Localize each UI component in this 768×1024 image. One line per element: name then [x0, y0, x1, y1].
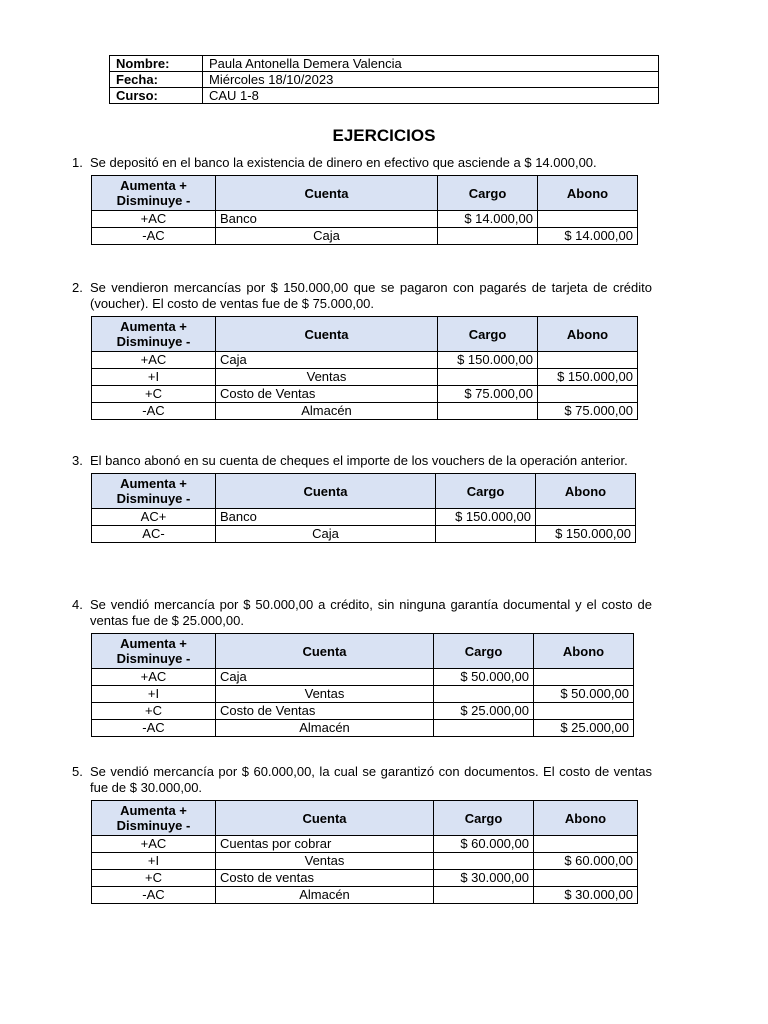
cell-account: Almacén	[216, 720, 434, 737]
page-title: EJERCICIOS	[332, 126, 436, 145]
table-row	[92, 686, 634, 703]
cell-cargo: $ 75.000,00	[438, 386, 538, 403]
cell-abono	[534, 703, 634, 720]
column-header-abono: Abono	[536, 474, 636, 509]
cell-sign: +AC	[92, 669, 216, 686]
cell-abono	[534, 669, 634, 686]
cell-abono	[534, 836, 638, 853]
cell-abono: $ 75.000,00	[538, 403, 638, 420]
cell-account: Costo de Ventas	[216, 703, 434, 720]
exercise-text: Se vendieron mercancías por $ 150.000,00 que se pagaron con pagarés de tarjeta de crédito (voucher). El costo de ventas fue de $ 75.000,00.	[90, 280, 652, 311]
info-row	[110, 72, 659, 88]
exercise-question	[72, 280, 652, 312]
cell-abono: $ 25.000,00	[534, 720, 634, 737]
cell-abono	[538, 211, 638, 228]
cell-sign: +C	[92, 703, 216, 720]
column-header-cuenta: Cuenta	[216, 317, 438, 352]
table-row	[92, 352, 638, 369]
column-header-cargo: Cargo	[434, 801, 534, 836]
column-header-cuenta: Cuenta	[216, 176, 438, 211]
cell-account: Costo de Ventas	[216, 386, 438, 403]
cell-cargo: $ 150.000,00	[438, 352, 538, 369]
column-header-cargo: Cargo	[438, 176, 538, 211]
cell-cargo: $ 150.000,00	[436, 509, 536, 526]
cell-sign: +I	[92, 686, 216, 703]
info-label: Nombre:	[110, 56, 203, 72]
table-row	[92, 403, 638, 420]
cell-account: Almacén	[216, 887, 434, 904]
table-header-row	[92, 634, 634, 669]
cell-sign: AC+	[92, 509, 216, 526]
column-header-line: Aumenta +	[120, 636, 187, 651]
cell-cargo: $ 50.000,00	[434, 669, 534, 686]
column-header-line: Aumenta +	[120, 178, 187, 193]
column-header-aumenta-disminuye	[92, 317, 216, 352]
cell-abono: $ 60.000,00	[534, 853, 638, 870]
exercise-number: 1.	[72, 155, 83, 170]
column-header-abono: Abono	[538, 317, 638, 352]
cell-cargo: $ 25.000,00	[434, 703, 534, 720]
exercise-question	[72, 453, 652, 469]
table-row	[92, 720, 634, 737]
cell-cargo	[438, 369, 538, 386]
table-header-row	[92, 474, 636, 509]
column-header-line: Aumenta +	[120, 803, 187, 818]
exercise-number: 4.	[72, 597, 83, 612]
info-value: Paula Antonella Demera Valencia	[203, 56, 659, 72]
column-header-cuenta: Cuenta	[216, 801, 434, 836]
column-header-abono: Abono	[534, 634, 634, 669]
exercise-number: 2.	[72, 280, 83, 295]
cell-sign: +C	[92, 386, 216, 403]
table-row	[92, 509, 636, 526]
info-value: CAU 1-8	[203, 88, 659, 104]
table-row	[92, 211, 638, 228]
table-row	[92, 386, 638, 403]
cell-account: Ventas	[216, 686, 434, 703]
cell-abono	[536, 509, 636, 526]
cell-account: Costo de ventas	[216, 870, 434, 887]
exercise-text: El banco abonó en su cuenta de cheques el importe de los vouchers de la operación anterior.	[90, 453, 628, 468]
exercise-question	[72, 764, 652, 796]
column-header-line: Disminuye -	[116, 818, 191, 833]
table-row	[92, 853, 638, 870]
column-header-aumenta-disminuye	[92, 801, 216, 836]
column-header-cuenta: Cuenta	[216, 474, 436, 509]
info-row	[110, 56, 659, 72]
cell-account: Ventas	[216, 369, 438, 386]
info-value: Miércoles 18/10/2023	[203, 72, 659, 88]
info-row	[110, 88, 659, 104]
cell-cargo: $ 30.000,00	[434, 870, 534, 887]
column-header-line: Aumenta +	[120, 476, 187, 491]
cell-sign: +AC	[92, 352, 216, 369]
info-label: Curso:	[110, 88, 203, 104]
exercise-text: Se depositó en el banco la existencia de dinero en efectivo que asciende a $ 14.000,00.	[90, 155, 597, 170]
table-row	[92, 228, 638, 245]
cell-abono	[534, 870, 638, 887]
cell-cargo	[434, 686, 534, 703]
exercise-text: Se vendió mercancía por $ 50.000,00 a crédito, sin ninguna garantía documental y el costo de ventas fue de $ 25.000,00.	[90, 597, 652, 628]
exercise-number: 3.	[72, 453, 83, 468]
cell-abono: $ 150.000,00	[536, 526, 636, 543]
cell-sign: -AC	[92, 720, 216, 737]
column-header-cargo: Cargo	[434, 634, 534, 669]
cell-sign: +I	[92, 369, 216, 386]
column-header-line: Disminuye -	[116, 651, 191, 666]
table-row	[92, 703, 634, 720]
table-row	[92, 870, 638, 887]
cell-cargo: $ 60.000,00	[434, 836, 534, 853]
cell-cargo	[434, 887, 534, 904]
exercise-text: Se vendió mercancía por $ 60.000,00, la cual se garantizó con documentos. El costo de ventas fue de $ 30.000,00.	[90, 764, 652, 795]
exercise-4	[72, 597, 652, 737]
cell-account: Caja	[216, 526, 436, 543]
student-info-table	[109, 55, 659, 104]
cell-sign: +AC	[92, 211, 216, 228]
column-header-line: Disminuye -	[116, 491, 191, 506]
journal-entry-table	[91, 633, 634, 737]
exercise-question	[72, 155, 652, 171]
cell-account: Banco	[216, 211, 438, 228]
cell-sign: +C	[92, 870, 216, 887]
cell-abono: $ 150.000,00	[538, 369, 638, 386]
cell-abono	[538, 352, 638, 369]
table-row	[92, 836, 638, 853]
exercise-3	[72, 453, 652, 543]
cell-abono: $ 50.000,00	[534, 686, 634, 703]
column-header-aumenta-disminuye	[92, 634, 216, 669]
cell-cargo	[438, 228, 538, 245]
info-label: Fecha:	[110, 72, 203, 88]
cell-abono: $ 30.000,00	[534, 887, 638, 904]
table-row	[92, 526, 636, 543]
cell-account: Banco	[216, 509, 436, 526]
cell-cargo	[434, 853, 534, 870]
column-header-cargo: Cargo	[438, 317, 538, 352]
table-header-row	[92, 801, 638, 836]
column-header-abono: Abono	[534, 801, 638, 836]
exercise-question	[72, 597, 652, 629]
cell-sign: +AC	[92, 836, 216, 853]
column-header-aumenta-disminuye	[92, 176, 216, 211]
exercise-number: 5.	[72, 764, 83, 779]
table-row	[92, 887, 638, 904]
column-header-line: Aumenta +	[120, 319, 187, 334]
cell-account: Ventas	[216, 853, 434, 870]
cell-account: Caja	[216, 352, 438, 369]
cell-account: Almacén	[216, 403, 438, 420]
cell-cargo	[436, 526, 536, 543]
cell-abono	[538, 386, 638, 403]
cell-account: Cuentas por cobrar	[216, 836, 434, 853]
journal-entry-table	[91, 800, 638, 904]
cell-sign: AC-	[92, 526, 216, 543]
table-header-row	[92, 176, 638, 211]
column-header-aumenta-disminuye	[92, 474, 216, 509]
cell-cargo	[438, 403, 538, 420]
cell-account: Caja	[216, 669, 434, 686]
table-header-row	[92, 317, 638, 352]
cell-sign: -AC	[92, 887, 216, 904]
exercise-1	[72, 155, 652, 245]
cell-abono: $ 14.000,00	[538, 228, 638, 245]
journal-entry-table	[91, 316, 638, 420]
journal-entry-table	[91, 473, 636, 543]
exercise-2	[72, 280, 652, 420]
exercise-5	[72, 764, 652, 904]
cell-sign: -AC	[92, 403, 216, 420]
cell-account: Caja	[216, 228, 438, 245]
column-header-abono: Abono	[538, 176, 638, 211]
journal-entry-table	[91, 175, 638, 245]
column-header-line: Disminuye -	[116, 193, 191, 208]
column-header-cargo: Cargo	[436, 474, 536, 509]
table-row	[92, 369, 638, 386]
cell-cargo: $ 14.000,00	[438, 211, 538, 228]
column-header-cuenta: Cuenta	[216, 634, 434, 669]
cell-cargo	[434, 720, 534, 737]
cell-sign: -AC	[92, 228, 216, 245]
table-row	[92, 669, 634, 686]
cell-sign: +I	[92, 853, 216, 870]
column-header-line: Disminuye -	[116, 334, 191, 349]
